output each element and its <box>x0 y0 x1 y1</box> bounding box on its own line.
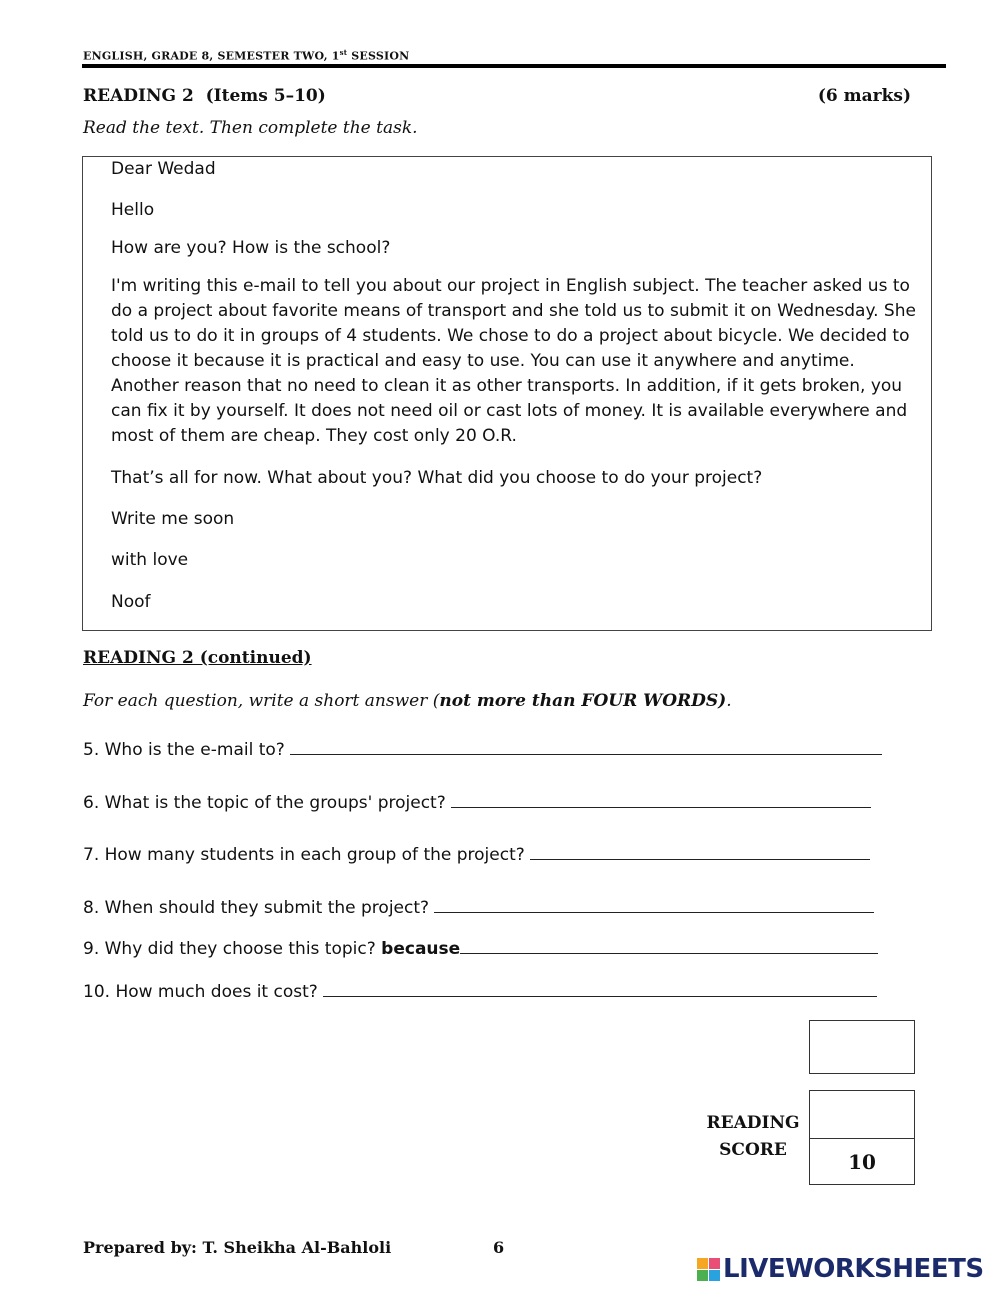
reading-instruction: Read the text. Then complete the task. <box>83 118 418 138</box>
question-text: 10. How much does it cost? <box>83 982 324 1002</box>
letter-greeting: Dear Wedad <box>111 159 216 179</box>
logo-mark-icon <box>697 1258 720 1281</box>
section-title: READING 2 (Items 5–10) <box>83 86 326 106</box>
question-5 <box>83 736 882 761</box>
question-9 <box>83 935 878 960</box>
letter-signature: Noof <box>111 592 151 612</box>
liveworksheets-logo <box>697 1254 984 1284</box>
score-box-top <box>809 1020 915 1074</box>
answer-blank-10[interactable] <box>323 978 877 997</box>
answer-blank-5[interactable] <box>290 736 882 755</box>
letter-opening: How are you? How is the school? <box>111 238 391 258</box>
marks-label: (6 marks) <box>817 86 911 106</box>
question-text: 5. Who is the e-mail to? <box>83 740 291 760</box>
score-total-box <box>809 1138 915 1185</box>
score-total: 10 <box>848 1149 876 1174</box>
because-label: because <box>381 939 461 959</box>
header-divider <box>82 64 946 68</box>
answer-blank-7[interactable] <box>530 841 870 860</box>
question-text: 7. How many students in each group of the project? <box>83 845 531 865</box>
letter-sign-off-love: with love <box>111 550 189 570</box>
footer-prepared-by: Prepared by: T. Sheikha Al-Bahloli <box>83 1238 392 1257</box>
page-number: 6 <box>493 1238 505 1257</box>
answer-blank-6[interactable] <box>451 789 871 808</box>
question-6 <box>83 789 871 814</box>
score-box-obtained[interactable] <box>809 1090 915 1139</box>
letter-hello: Hello <box>111 200 155 220</box>
reading-score-label: READING SCORE <box>706 1113 800 1160</box>
document-header: ENGLISH, GRADE 8, SEMESTER TWO, 1st SESSION <box>83 48 410 63</box>
letter-body: I'm writing this e-mail to tell you about our project in English subject. The teacher asked us to do a project about favorite means of transport and she told us to submit it on Wednesday. She told us to do it in groups of 4 students. We chose to do a project about bicycle. We decided to choose it because it is practical and easy to use. You can use it anywhere and anytime. Another reason that no need to clean it as other transports. In addition, if it gets broken, you can fix it by yourself. It does not need oil or cast lots of money. It is available everywhere and most of them are cheap. They cost only 20 O.R. <box>111 276 916 446</box>
continued-title: READING 2 (continued) <box>83 648 312 668</box>
question-text: 6. What is the topic of the groups' project? <box>83 793 452 813</box>
question-text: 8. When should they submit the project? <box>83 898 435 918</box>
letter-box <box>82 156 932 631</box>
letter-closing-question: That’s all for now. What about you? What did you choose to do your project? <box>111 468 763 488</box>
question-10 <box>83 978 877 1003</box>
question-8 <box>83 894 874 919</box>
question-text: 9. Why did they choose this topic? <box>83 939 382 959</box>
question-7 <box>83 841 870 866</box>
answer-instruction: For each question, write a short answer (not more than FOUR WORDS). <box>83 691 732 711</box>
answer-blank-9[interactable] <box>460 935 878 954</box>
letter-sign-off: Write me soon <box>111 509 235 529</box>
answer-blank-8[interactable] <box>434 894 874 913</box>
logo-text: LIVEWORKSHEETS <box>723 1254 984 1284</box>
